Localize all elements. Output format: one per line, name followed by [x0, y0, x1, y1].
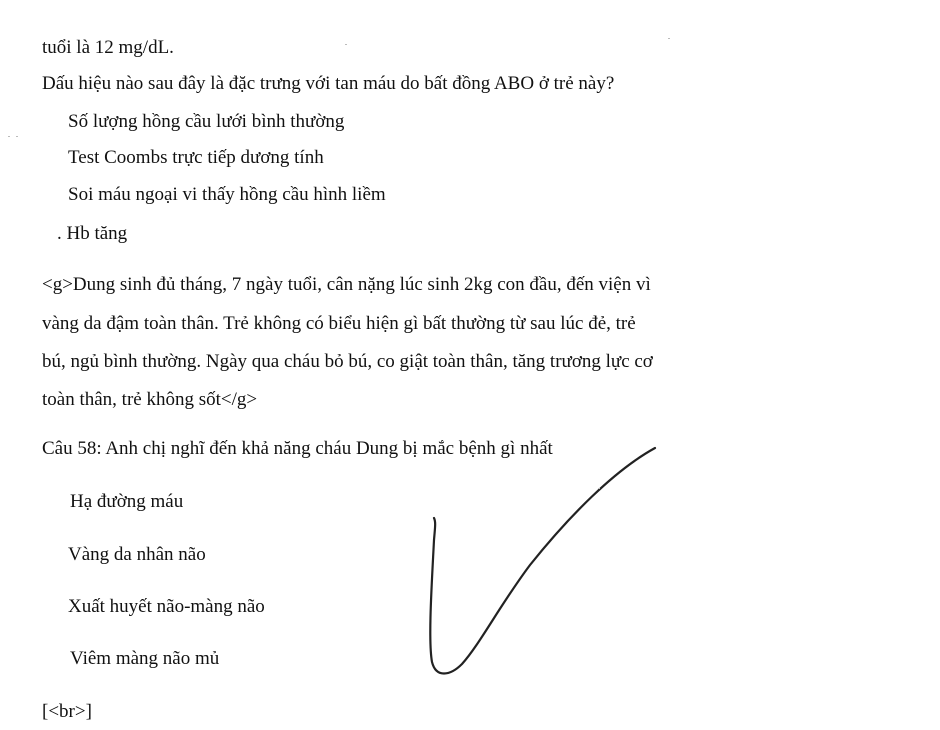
q57-option-1: Số lượng hồng cầu lưới bình thường: [68, 111, 345, 132]
q57-stem-tail: tuổi là 12 mg/dL.: [42, 37, 174, 58]
q57-option-4: . Hb tăng: [57, 223, 128, 244]
scan-speck: [668, 38, 670, 39]
q57-option-2: Test Coombs trực tiếp dương tính: [68, 147, 324, 168]
scan-speck: [345, 44, 347, 45]
q57-question: Dấu hiệu nào sau đây là đặc trưng với tan máu do bất đồng ABO ở trẻ này?: [42, 73, 615, 94]
q58-question: Câu 58: Anh chị nghĩ đến khả năng cháu Dung bị mắc bệnh gì nhất: [42, 438, 553, 459]
q58-option-4: Viêm màng não mủ: [70, 648, 220, 669]
case-line-4: toàn thân, trẻ không sốt</g>: [42, 389, 258, 410]
check-mark-stroke: [430, 448, 655, 674]
case-line-1: <g>Dung sinh đủ tháng, 7 ngày tuổi, cân nặng lúc sinh 2kg con đầu, đến viện vì: [42, 274, 651, 295]
case-line-2: vàng da đậm toàn thân. Trẻ không có biểu hiện gì bất thường từ sau lúc đẻ, trẻ: [42, 313, 636, 334]
q58-option-1: Hạ đường máu: [70, 491, 184, 512]
q58-option-2: Vàng da nhân não: [68, 544, 206, 565]
footer-br-tag: [<br>]: [42, 701, 92, 722]
scan-speck: [8, 136, 10, 137]
q57-option-3: Soi máu ngoại vi thấy hồng cầu hình liềm: [68, 184, 386, 205]
scan-speck: [16, 136, 18, 137]
q58-option-3: Xuất huyết não-màng não: [68, 596, 265, 617]
scan-speck: [598, 488, 600, 489]
case-line-3: bú, ngủ bình thường. Ngày qua cháu bỏ bú, co giật toàn thân, tăng trương lực cơ: [42, 351, 653, 372]
